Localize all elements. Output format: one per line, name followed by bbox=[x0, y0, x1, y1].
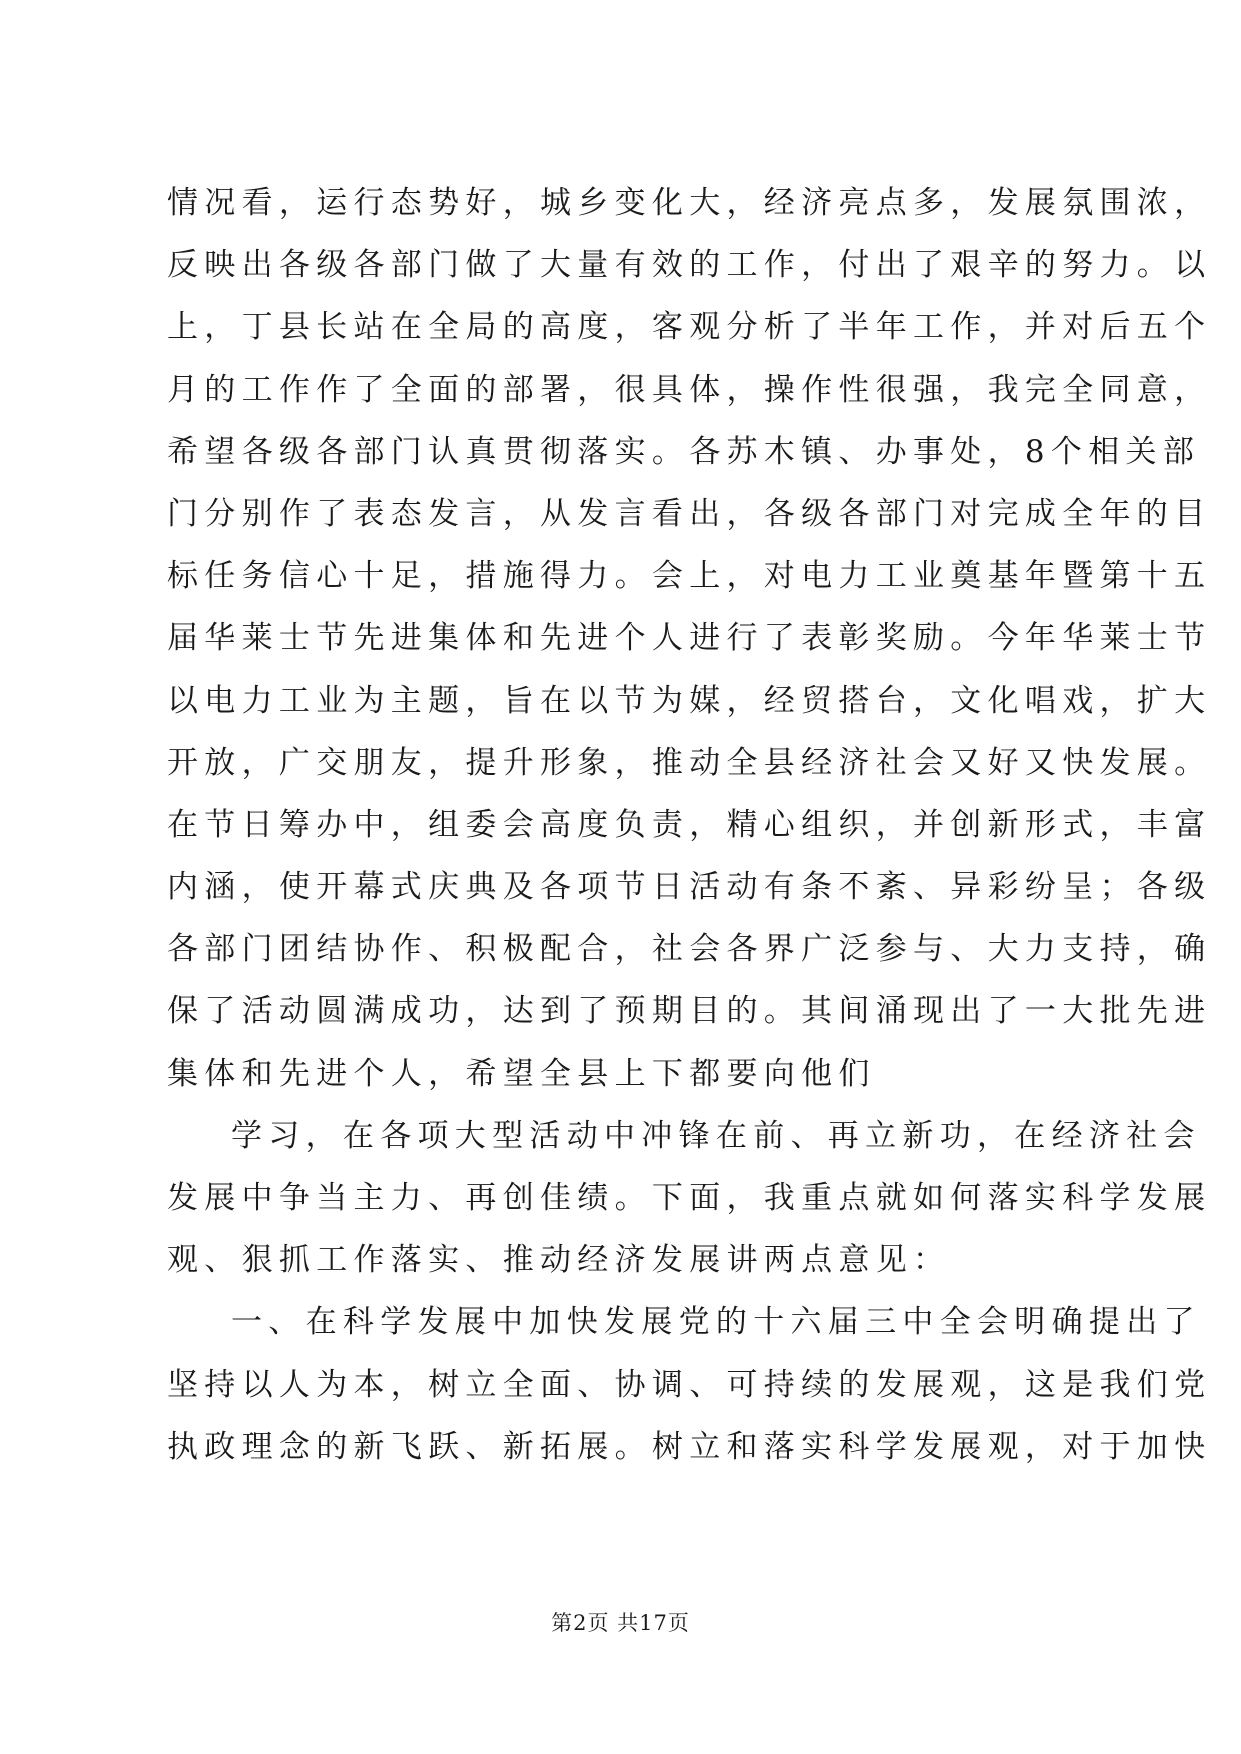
text-line: 观、狠抓工作落实、推动经济发展讲两点意见： bbox=[167, 1242, 951, 1279]
text-line: 以电力工业为主题，旨在以节为媒，经贸搭台，文化唱戏，扩大 bbox=[167, 682, 1212, 719]
text-line: 上，丁县长站在全局的高度，客观分析了半年工作，并对后五个 bbox=[167, 309, 1212, 346]
text-line: 发展中争当主力、再创佳绩。下面，我重点就如何落实科学发展 bbox=[167, 1180, 1212, 1216]
paragraph-start-line: 学习，在各项大型活动中冲锋在前、再立新功，在经济社会 bbox=[231, 1117, 1201, 1154]
page-footer: 第2页 共17页 bbox=[551, 1611, 690, 1635]
text-line: 坚持以人为本，树立全面、协调、可持续的发展观，这是我们党 bbox=[167, 1366, 1212, 1403]
body-text bbox=[167, 172, 1212, 1478]
text-line: 标任务信心十足，措施得力。会上，对电力工业奠基年暨第十五 bbox=[167, 558, 1212, 595]
text-line: 希望各级各部门认真贯彻落实。各苏木镇、办事处，8个相关部 bbox=[167, 433, 1201, 470]
text-line: 届华莱士节先进集体和先进个人进行了表彰奖励。今年华莱士节 bbox=[167, 620, 1212, 657]
text-line: 集体和先进个人，希望全县上下都要向他们 bbox=[167, 1055, 876, 1092]
text-line: 内涵，使开幕式庆典及各项节日活动有条不紊、异彩纷呈；各级 bbox=[167, 869, 1212, 906]
text-line: 门分别作了表态发言，从发言看出，各级各部门对完成全年的目 bbox=[167, 495, 1212, 532]
paragraph-start-line: 一、在科学发展中加快发展党的十六届三中全会明确提出了 bbox=[231, 1304, 1201, 1341]
text-line: 月的工作作了全面的部署，很具体，操作性很强，我完全同意， bbox=[167, 371, 1212, 408]
text-line: 执政理念的新飞跃、新拓展。树立和落实科学发展观，对于加快 bbox=[167, 1428, 1212, 1465]
text-line: 在节日筹办中，组委会高度负责，精心组织，并创新形式，丰富 bbox=[167, 806, 1212, 843]
text-line: 各部门团结协作、积极配合，社会各界广泛参与、大力支持，确 bbox=[167, 931, 1212, 968]
text-line: 开放，广交朋友，提升形象，推动全县经济社会又好又快发展。 bbox=[167, 744, 1212, 781]
text-line: 情况看，运行态势好，城乡变化大，经济亮点多，发展氛围浓， bbox=[167, 185, 1212, 221]
text-line: 保了活动圆满成功，达到了预期目的。其间涌现出了一大批先进 bbox=[167, 993, 1212, 1030]
text-line: 反映出各级各部门做了大量有效的工作，付出了艰辛的努力。以 bbox=[167, 247, 1212, 284]
